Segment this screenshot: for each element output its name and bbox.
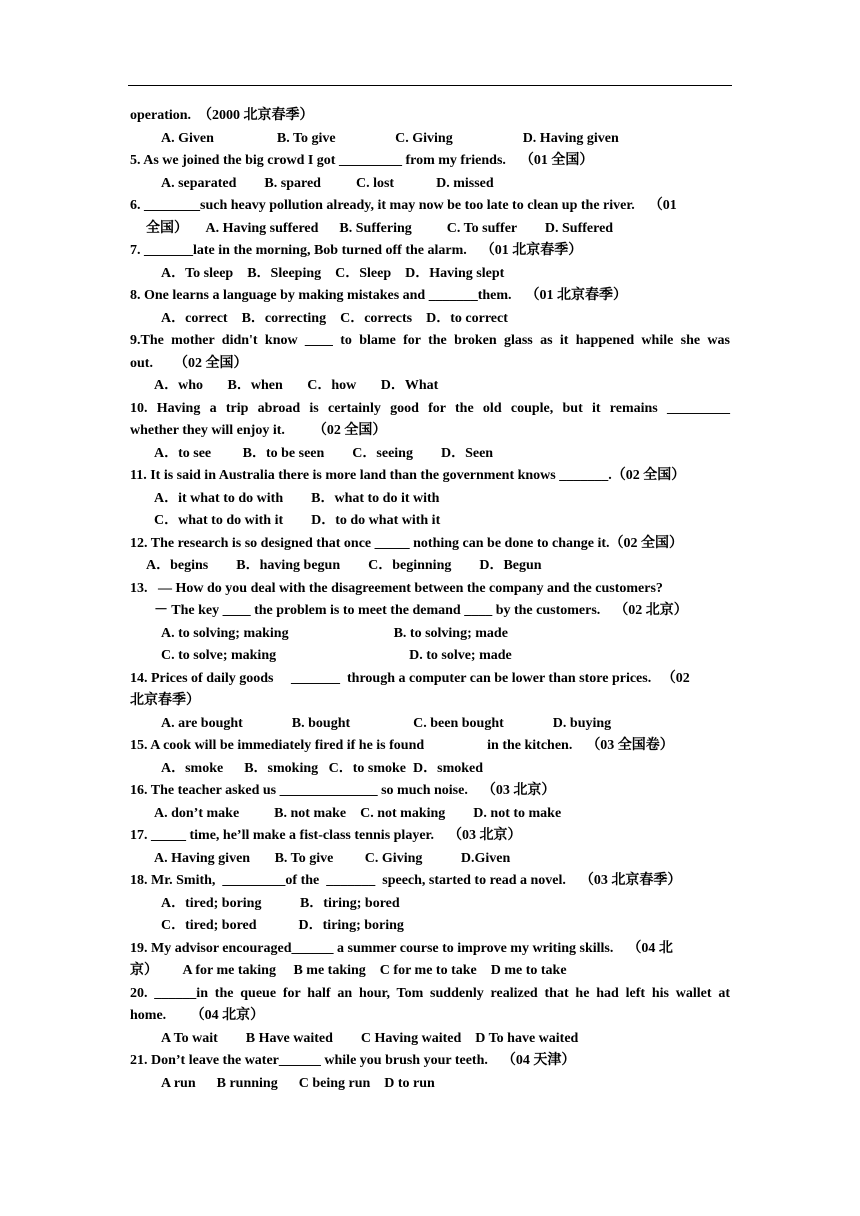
options-line: A．who B．when C．how D．What xyxy=(154,378,439,393)
options-line: A．smoke B．smoking C．to smoke D．smoked xyxy=(161,760,484,776)
text-line: 北京春季） xyxy=(130,693,200,708)
question-10: 10. Having a trip abroad is certainly good for the old couple, but it remains _________ xyxy=(130,400,730,416)
options-line: C．what to do with it D．to do what with it xyxy=(154,513,441,528)
question-20: 20. ______in the queue for half an hour, Tom suddenly realized that he had left his wallet at xyxy=(130,985,730,1001)
question-21: 21. Don’t leave the water______ while you brush your teeth. （04 天津） xyxy=(130,1053,576,1068)
options-line: 全国） A. Having suffered B. Suffering C. To suffer D. Suffered xyxy=(146,220,614,236)
options-line: C. to solve; making D. to solve; made xyxy=(161,648,512,663)
question-17: 17. _____ time, he’ll make a fist-class tennis player. （03 北京） xyxy=(130,828,522,843)
text-line: out. （02 全国） xyxy=(130,355,248,371)
text-line: home. （04 北京） xyxy=(130,1008,265,1023)
options-line: A run B running C being run D to run xyxy=(161,1075,435,1091)
text-line: whether they will enjoy it. （02 全国） xyxy=(130,423,387,438)
question-16: 16. The teacher asked us ______________ so much noise. （03 北京） xyxy=(130,783,556,798)
options-line: A．begins B．having begun C．beginning D．Begun xyxy=(146,558,542,573)
options-line: A．To sleep B．Sleeping C．Sleep D．Having slept xyxy=(161,265,505,281)
options-line: A. Given B. To give C. Giving D. Having given xyxy=(161,130,619,146)
question-5: 5. As we joined the big crowd I got _________ from my friends. （01 全国） xyxy=(130,153,594,168)
options-line: 京） A for me taking B me taking C for me to take D me to take xyxy=(130,963,567,978)
options-line: A．it what to do with B．what to do it with xyxy=(154,490,440,506)
options-line: A. separated B. spared C. lost D. missed xyxy=(161,175,494,191)
options-line: A．correct B．correcting C．corrects D．to correct xyxy=(161,310,508,326)
options-line: A. don’t make B. not make C. not making D. not to make xyxy=(154,805,562,821)
header-rule xyxy=(128,85,732,86)
options-line: A. are bought B. bought C. been bought D. buying xyxy=(161,715,612,731)
question-13: 13. — How do you deal with the disagreement between the company and the customers? xyxy=(130,580,663,596)
question-14: 14. Prices of daily goods _______ through a computer can be lower than store prices. （02 xyxy=(130,670,690,686)
question-11: 11. It is said in Australia there is more land than the government knows _______.（02 全国） xyxy=(130,468,686,483)
options-line: A．tired; boring B．tiring; bored xyxy=(161,895,400,911)
text-line: operation. （2000 北京春季） xyxy=(130,108,314,123)
question-9: 9.The mother didn't know ____ to blame for the broken glass as it happened while she was xyxy=(130,333,730,348)
options-line: A. to solving; making B. to solving; made xyxy=(161,625,508,641)
question-15: 15. A cook will be immediately fired if he is found in the kitchen. （03 全国卷） xyxy=(130,738,674,753)
options-line: A. Having given B. To give C. Giving D.Given xyxy=(154,850,511,866)
question-12: 12. The research is so designed that once _____ nothing can be done to change it.（02 全国） xyxy=(130,535,684,551)
text-line: － The key ____ the problem is to meet the demand ____ by the customers. （02 北京） xyxy=(154,603,688,618)
exercise-text xyxy=(130,105,730,1095)
question-18: 18. Mr. Smith, _________of the _______ speech, started to read a novel. （03 北京春季） xyxy=(130,873,682,888)
question-8: 8. One learns a language by making mistakes and _______them. （01 北京春季） xyxy=(130,288,628,303)
options-line: C．tired; bored D．tiring; boring xyxy=(161,918,404,933)
question-7: 7. _______late in the morning, Bob turned off the alarm. （01 北京春季） xyxy=(130,243,583,258)
question-19: 19. My advisor encouraged______ a summer course to improve my writing skills. （04 北 xyxy=(130,940,673,956)
options-line: A To wait B Have waited C Having waited D To have waited xyxy=(161,1030,579,1046)
options-line: A．to see B．to be seen C．seeing D．Seen xyxy=(154,445,494,461)
question-6: 6. ________such heavy pollution already, it may now be too late to clean up the river. （01 xyxy=(130,198,677,213)
